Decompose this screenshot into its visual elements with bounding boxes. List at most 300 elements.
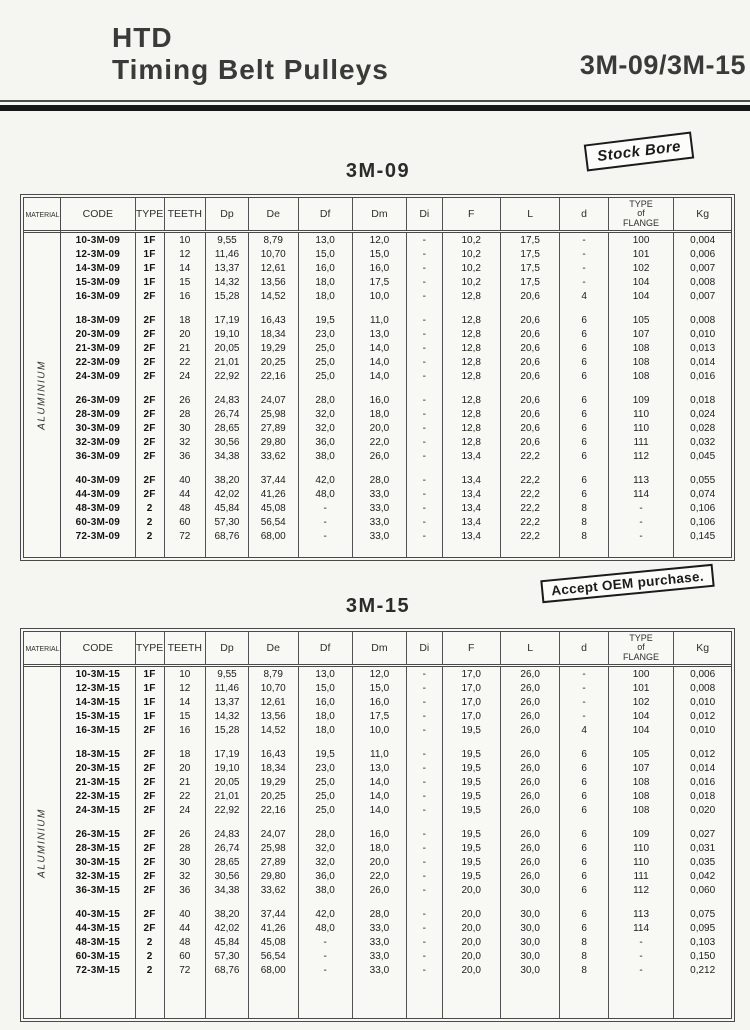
table-row [61,667,731,681]
cell: 37,44 [248,473,298,487]
cell: 2F [135,289,164,303]
cell: 60-3M-15 [75,950,121,962]
empty-cell [673,817,731,827]
cell: 22,2 [500,487,560,501]
cell: 2F [135,869,164,883]
col-header-l: L [500,632,560,664]
cell: 1F [135,709,164,723]
cell: 14,32 [205,709,248,723]
cell: 34,38 [205,449,248,463]
cell: 20,0 [442,949,500,963]
empty-cell [500,737,560,747]
cell: 13,0 [298,233,352,247]
empty-cell [61,897,135,907]
cell: - [298,515,352,529]
cell: - [406,473,442,487]
cell: 20,0 [352,855,406,869]
cell: 109 [608,827,674,841]
cell: 20,6 [500,393,560,407]
cell: 6 [559,487,607,501]
cell: 38,20 [205,907,248,921]
cell: 19,5 [442,761,500,775]
cell: 2F [135,327,164,341]
cell: 26 [164,827,206,841]
cell: 10,0 [352,289,406,303]
cell: 2F [135,355,164,369]
cell: 42,0 [298,907,352,921]
empty-cell [673,383,731,393]
cell: 30,0 [500,921,560,935]
cell: 0,014 [673,355,731,369]
empty-cell [298,817,352,827]
cell: 0,018 [673,789,731,803]
cell: 16-3M-09 [75,290,121,302]
cell: 10 [164,667,206,681]
cell: 0,007 [673,289,731,303]
cell: 20,0 [442,907,500,921]
cell: - [559,261,607,275]
cell: 12,8 [442,369,500,383]
cell: 6 [559,393,607,407]
cell: 0,031 [673,841,731,855]
empty-cell [559,897,607,907]
cell: 11,46 [205,681,248,695]
cell: 40 [164,473,206,487]
cell: 20,0 [442,883,500,897]
cell: 42,02 [205,487,248,501]
cell: 22,2 [500,529,560,543]
table-title-3m09: 3M-09 [345,160,411,182]
empty-cell [673,737,731,747]
cell: 111 [608,869,674,883]
cell: 0,055 [673,473,731,487]
cell: - [406,501,442,515]
cell: 20,0 [442,921,500,935]
cell: 45,08 [248,935,298,949]
cell: 12,8 [442,421,500,435]
cell: 6 [559,789,607,803]
empty-cell [352,817,406,827]
cell: 56,54 [248,949,298,963]
cell: - [298,949,352,963]
cell: 2F [135,369,164,383]
cell: - [298,963,352,977]
cell: 0,006 [673,247,731,261]
cell: 11,0 [352,313,406,327]
cell: 26,0 [500,709,560,723]
col-header-type: TYPE [135,198,164,230]
cell: 14-3M-15 [75,696,121,708]
empty-cell [205,543,248,557]
cell: 19,5 [442,855,500,869]
cell: 2F [135,841,164,855]
empty-cell [406,543,442,557]
table-row [61,529,731,543]
table-row [61,407,731,421]
empty-cell [248,543,298,557]
cell: 2F [135,775,164,789]
cell: 1F [135,275,164,289]
cell: 6 [559,421,607,435]
cell: 36 [164,449,206,463]
cell: 8,79 [248,667,298,681]
cell: - [608,949,674,963]
empty-cell [135,897,164,907]
cell: - [406,907,442,921]
empty-cell [298,897,352,907]
cell: 13,56 [248,709,298,723]
cell: 15,0 [298,681,352,695]
cell: 44 [164,487,206,501]
table-content [61,632,731,1018]
cell: 0,045 [673,449,731,463]
cell: 2 [135,949,164,963]
cell: 13,4 [442,487,500,501]
cell: 0,013 [673,341,731,355]
cell: 101 [608,681,674,695]
empty-cell [406,737,442,747]
cell: 26,0 [500,761,560,775]
col-header-flange [608,632,674,664]
empty-cell [559,737,607,747]
empty-cell [298,543,352,557]
filler-row [61,543,731,557]
cell: 28,0 [298,393,352,407]
material-value-label: ALUMINIUM [36,360,48,430]
cell: - [406,261,442,275]
empty-cell [248,737,298,747]
cell: 6 [559,435,607,449]
cell: - [406,681,442,695]
cell: 2F [135,407,164,421]
col-header-kg: Kg [673,632,731,664]
cell: 41,26 [248,487,298,501]
cell: 25,0 [298,355,352,369]
empty-cell [352,737,406,747]
table-row [61,921,731,935]
cell: 0,028 [673,421,731,435]
empty-cell [406,977,442,1018]
cell: 48-3M-15 [75,936,121,948]
cell: 15,0 [352,681,406,695]
cell: 6 [559,775,607,789]
table-row [61,473,731,487]
cell: 15-3M-09 [75,276,121,288]
cell: 14 [164,695,206,709]
cell: 30 [164,855,206,869]
cell: 16,0 [352,393,406,407]
table-row [61,681,731,695]
cell: 26,74 [205,841,248,855]
col-header-flange [608,198,674,230]
cell: 10,0 [352,723,406,737]
cell: 113 [608,907,674,921]
cell: - [559,233,607,247]
cell: 68,76 [205,529,248,543]
cell: 114 [608,921,674,935]
cell: 8 [559,963,607,977]
table-header-row [61,632,731,667]
table-row [61,421,731,435]
cell: 25,0 [298,803,352,817]
cell: 105 [608,313,674,327]
spacer-row [61,897,731,907]
table-row [61,723,731,737]
cell: 0,008 [673,313,731,327]
cell: 21,01 [205,789,248,803]
cell: 0,008 [673,681,731,695]
cell: 20,05 [205,775,248,789]
cell: - [406,775,442,789]
cell: 1F [135,667,164,681]
cell: - [559,709,607,723]
empty-cell [164,977,206,1018]
cell: - [406,869,442,883]
col-header-type: TYPE [135,632,164,664]
cell: 41,26 [248,921,298,935]
empty-cell [442,817,500,827]
cell: - [559,695,607,709]
empty-cell [352,543,406,557]
flange-header-line3: FLANGE [623,651,660,662]
cell: 22,2 [500,449,560,463]
cell: 23,0 [298,327,352,341]
col-header-code: CODE [82,642,114,654]
cell: 108 [608,803,674,817]
cell: 12,61 [248,261,298,275]
cell: 12,8 [442,341,500,355]
col-header-di: Di [406,632,442,664]
table-row [61,261,731,275]
cell: 16 [164,289,206,303]
cell: 26,0 [500,723,560,737]
table-header-row [61,198,731,233]
empty-cell [61,737,135,747]
col-header-code: CODE [82,208,114,220]
cell: 17,19 [205,747,248,761]
table-row [61,515,731,529]
cell: - [406,393,442,407]
table-row [61,289,731,303]
cell: - [406,789,442,803]
spacer-row [61,383,731,393]
cell: 22,16 [248,369,298,383]
cell: 13,0 [352,761,406,775]
col-header-d: d [559,632,607,664]
empty-cell [442,383,500,393]
cell: 28,0 [352,473,406,487]
cell: 36-3M-15 [75,884,121,896]
cell: 2 [135,963,164,977]
cell: 60-3M-09 [75,516,121,528]
cell: 60 [164,949,206,963]
cell: 16,0 [352,695,406,709]
cell: 110 [608,421,674,435]
cell: 6 [559,869,607,883]
cell: 10,70 [248,247,298,261]
cell: 29,80 [248,869,298,883]
cell: 30,0 [500,963,560,977]
cell: 40-3M-15 [75,908,121,920]
cell: 12,0 [352,233,406,247]
cell: 44 [164,921,206,935]
table-row [61,355,731,369]
cell: 30-3M-09 [75,422,121,434]
header-rule-thick [0,105,750,111]
cell: 14,0 [352,803,406,817]
empty-cell [608,383,674,393]
empty-cell [164,737,206,747]
cell: 6 [559,803,607,817]
cell: 110 [608,855,674,869]
cell: 14,52 [248,289,298,303]
col-header-d: d [559,198,607,230]
cell: 32,0 [298,855,352,869]
flange-header-line2: of [637,642,645,653]
cell: 32-3M-09 [75,436,121,448]
cell: 26,0 [500,695,560,709]
empty-cell [442,737,500,747]
cell: 20,6 [500,313,560,327]
cell: 2 [135,935,164,949]
cell: 36,0 [298,435,352,449]
empty-cell [559,463,607,473]
empty-cell [298,303,352,313]
cell: 2F [135,789,164,803]
cell: 26-3M-09 [75,394,121,406]
cell: - [406,827,442,841]
cell: 28,65 [205,421,248,435]
cell: 16,43 [248,747,298,761]
cell: 21-3M-09 [75,342,121,354]
table-frame [23,197,732,558]
cell: 48 [164,935,206,949]
empty-cell [608,817,674,827]
cell: - [406,247,442,261]
cell: 20,6 [500,435,560,449]
cell: 19,5 [442,723,500,737]
cell: 107 [608,761,674,775]
cell: 16-3M-15 [75,724,121,736]
cell: 113 [608,473,674,487]
cell: 19,5 [442,775,500,789]
cell: 48,0 [298,921,352,935]
cell: 6 [559,327,607,341]
col-header-di: Di [406,198,442,230]
cell: 0,010 [673,695,731,709]
col-header-dp: Dp [205,198,248,230]
cell: 22,92 [205,369,248,383]
cell: 108 [608,341,674,355]
empty-cell [442,303,500,313]
pulley-table-3m15 [20,628,735,1022]
cell: 19,29 [248,775,298,789]
cell: 2F [135,883,164,897]
empty-cell [608,737,674,747]
empty-cell [352,463,406,473]
cell: 24-3M-15 [75,804,121,816]
filler-row [61,977,731,1018]
cell: - [406,803,442,817]
cell: 0,145 [673,529,731,543]
cell: 6 [559,369,607,383]
cell: 17,5 [352,709,406,723]
cell: 8 [559,515,607,529]
cell: 0,024 [673,407,731,421]
cell: 2F [135,855,164,869]
empty-cell [500,303,560,313]
spacer-row [61,817,731,827]
cell: 6 [559,855,607,869]
cell: 0,042 [673,869,731,883]
empty-cell [61,977,135,1018]
cell: 6 [559,473,607,487]
header-rule-thin [0,100,750,102]
cell: - [608,501,674,515]
cell: 17,5 [352,275,406,289]
cell: 0,014 [673,761,731,775]
cell: 33,0 [352,921,406,935]
cell: 18,34 [248,761,298,775]
cell: 14,0 [352,775,406,789]
cell: - [406,935,442,949]
cell: 20,05 [205,341,248,355]
cell: 30,0 [500,883,560,897]
empty-cell [406,463,442,473]
empty-cell [205,817,248,827]
cell: 30,56 [205,869,248,883]
empty-cell [135,543,164,557]
table-row [61,275,731,289]
cell: 12,8 [442,327,500,341]
cell: 36-3M-09 [75,450,121,462]
cell: 21,01 [205,355,248,369]
cell: 30,0 [500,935,560,949]
cell: 19,5 [442,747,500,761]
cell: 0,106 [673,501,731,515]
table-row [61,501,731,515]
cell: 26,0 [500,869,560,883]
material-header-label: MATERIAL [25,209,60,219]
cell: 68,76 [205,963,248,977]
cell: 40 [164,907,206,921]
cell: 30,0 [500,907,560,921]
pulley-table-3m09 [20,194,735,561]
empty-cell [559,303,607,313]
cell: 37,44 [248,907,298,921]
cell: 26,0 [500,855,560,869]
cell: - [406,747,442,761]
cell: 0,010 [673,723,731,737]
cell: 2F [135,487,164,501]
flange-header-line2: of [637,208,645,219]
empty-cell [61,817,135,827]
cell: 6 [559,747,607,761]
cell: 8 [559,935,607,949]
cell: 2F [135,435,164,449]
cell: - [406,695,442,709]
cell: 20 [164,327,206,341]
cell: 6 [559,921,607,935]
table-row [61,883,731,897]
cell: 22 [164,789,206,803]
cell: 15-3M-15 [75,710,121,722]
empty-cell [205,303,248,313]
cell: - [298,501,352,515]
cell: - [406,289,442,303]
cell: 32,0 [298,841,352,855]
cell: - [559,275,607,289]
